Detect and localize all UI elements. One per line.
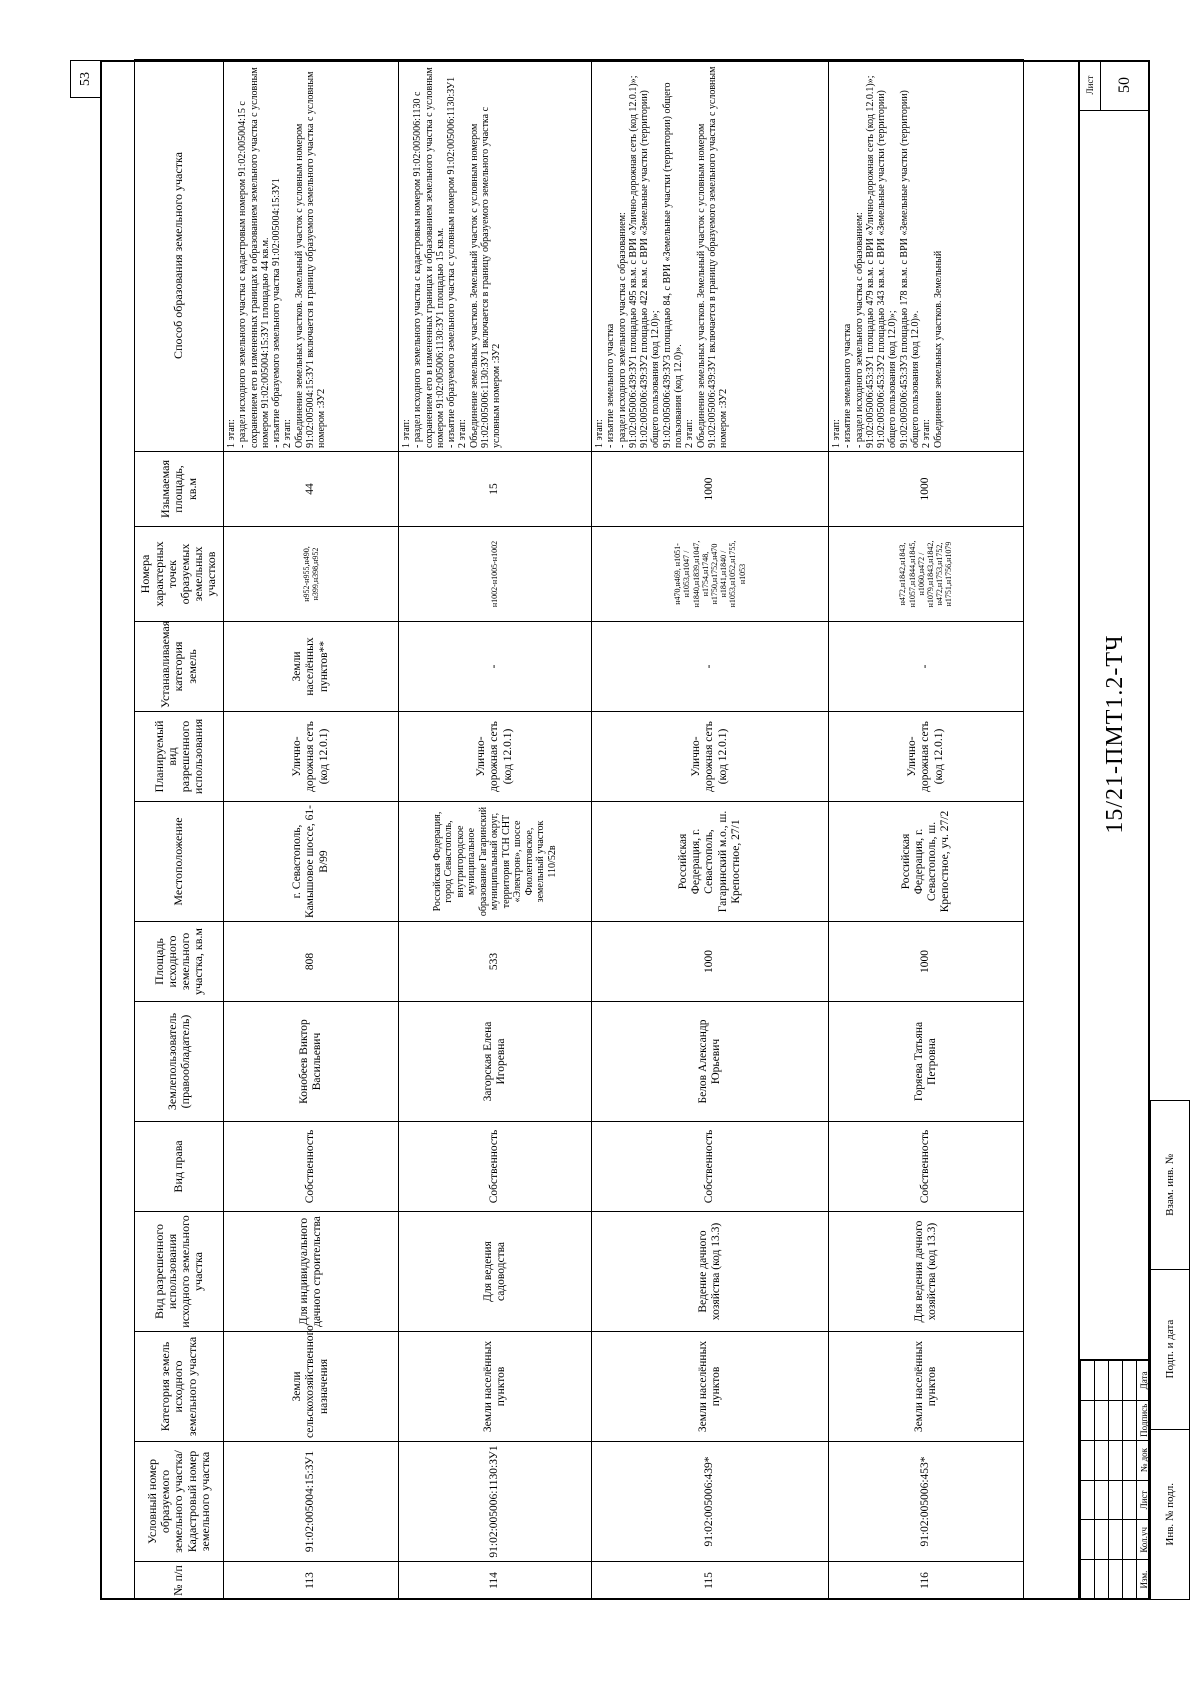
- cell-category: Земли сельскохозяйственного назначения: [224, 1332, 399, 1442]
- cell-seized: 15: [399, 452, 592, 527]
- cell-planned: Улично-дорожная сеть (код 12.0.1): [829, 712, 1024, 802]
- cell-cond-num: 91:02:005006:453*: [829, 1442, 1024, 1562]
- cell-category: Земли населённых пунктов: [592, 1332, 829, 1442]
- cell-location: Российская Федерация, г. Севастополь, Гагаринский м.о., ш. Крепостное, 27/1: [592, 802, 829, 922]
- vzam-label: Взам. инв. №: [1151, 1101, 1190, 1270]
- cell-points: н952-н955,н490, н399,н398,н952: [224, 527, 399, 622]
- cell-owner: Белов Александр Юрьевич: [592, 1002, 829, 1122]
- header-vri: Вид разрешенного использования исходного земельного участка: [135, 1212, 224, 1332]
- cell-method: 1 этап: - раздел исходного земельного участка с кадастровым номером 91:02:005006:1130 с сохранением его в измененных границах и образованием земельного участка с условным номером 91:02:005006:1130:ЗУ1 площадью 15 кв.м. - изъятие образуемого земельного участка с условным номером 91:02:005006:1130:ЗУ1 2 этап: Объединение земельных участков. Земельный участок с условным номером 91:02:005006:1130:ЗУ1 включается в границу образуемого земельного участка с условным номером :ЗУ2: [399, 60, 592, 452]
- sheet-box: [1080, 60, 1150, 111]
- header-seized: Изымаемая площадь, кв.м: [135, 452, 224, 527]
- cell-vri: Для индивидуального дачного строительства: [224, 1212, 399, 1332]
- header-area: Площадь исходного земельного участка, кв.м: [135, 922, 224, 1002]
- revision-grid: [1080, 1360, 1151, 1600]
- cell-new-category: -: [399, 622, 592, 712]
- cell-owner: Загорская Елена Игоревна: [399, 1002, 592, 1122]
- cell-owner: Конобеев Виктор Васильевич: [224, 1002, 399, 1122]
- cell-points: н472,н1842,н1843, н1057,н1844,н1845, н1060,н472 / н1079,н1843,н1842, н472,н1753,н1752, н1751,н1756,н1079: [829, 527, 1024, 622]
- cell-category: Земли населённых пунктов: [829, 1332, 1024, 1442]
- cell-n: 116: [829, 1562, 1024, 1600]
- cell-cond-num: 91:02:005004:15:ЗУ1: [224, 1442, 399, 1562]
- cell-planned: Улично-дорожная сеть (код 12.0.1): [399, 712, 592, 802]
- page-number: 53: [70, 60, 100, 98]
- cell-points: н470,н469, н1051-н1053,н1047 / н1840,н1839,н1047, н1754,н1748, н1750,н1752,н470 н1841,н1840 / н1053,н1052,н1755, н1053: [592, 527, 829, 622]
- cell-category: Земли населённых пунктов: [399, 1332, 592, 1442]
- cell-location: г. Севастополь, Камышовое шоссе, 61-В/99: [224, 802, 399, 922]
- cell-seized: 44: [224, 452, 399, 527]
- title-block: [1078, 60, 1150, 1600]
- inv-label: Инв. № подл.: [1151, 1429, 1190, 1599]
- header-category: Категория земель исходного земельного участка: [135, 1332, 224, 1442]
- cell-cond-num: 91:02:005006:439*: [592, 1442, 829, 1562]
- cell-points: н1002-н1005-н1002: [399, 527, 592, 622]
- header-owner: Землепользователь (правообладатель): [135, 1002, 224, 1122]
- cell-vri: Ведение дачного хозяйства (код 13.3): [592, 1212, 829, 1332]
- header-cond-num: Условный номер образуемого земельного участка/ Кадастровый номер земельного участка: [135, 1442, 224, 1562]
- cell-vri: Для ведения садоводства: [399, 1212, 592, 1332]
- cell-right: Собственность: [399, 1122, 592, 1212]
- col-izm-label: Изм.: [1137, 1560, 1151, 1600]
- header-n: № п/п: [135, 1562, 224, 1600]
- cell-location: Российская Федерация, город Севастополь, внутригородское муниципальное образование Гагаринский муниципальный округ, территория ТСН СНТ «Электрон», шоссе Фиолентовское, земельный участок 110/52в: [399, 802, 592, 922]
- cell-area: 1000: [829, 922, 1024, 1002]
- table-row: [224, 60, 399, 1600]
- sheet-number: 50: [1116, 77, 1133, 93]
- col-list-label: Лист: [1137, 1480, 1151, 1520]
- cell-right: Собственность: [592, 1122, 829, 1212]
- cell-method: 1 этап: - раздел исходного земельного участка с кадастровым номером 91:02:005004:15 с сохранением его в измененных границах и образованием земельного участка с условным номером 91:02:005004:15:ЗУ1 площадью 44 кв.м. - изъятие образуемого земельного участка 91:02:005004:15:ЗУ1 2 этап: Объединение земельных участков. Земельный участок с условным номером 91:02:005004:15:ЗУ1 включается в границу образуемого земельного участка с условным номером :ЗУ2: [224, 60, 399, 452]
- header-right: Вид права: [135, 1122, 224, 1212]
- cell-seized: 1000: [592, 452, 829, 527]
- cell-owner: Горяева Татьяна Петровна: [829, 1002, 1024, 1122]
- cell-new-category: Земли населённых пунктов**: [224, 622, 399, 712]
- header-points: Номера характерных точек образуемых земельных участков: [135, 527, 224, 622]
- col-ndok-label: № док: [1137, 1440, 1151, 1480]
- cell-vri: Для ведения дачного хозяйства (код 13.3): [829, 1212, 1024, 1332]
- cell-new-category: -: [592, 622, 829, 712]
- land-plot-table: [134, 59, 1024, 1600]
- cell-n: 113: [224, 1562, 399, 1600]
- cell-method: 1 этап: - изъятие земельного участка - раздел исходного земельного участка с образованием: 91:02:005006:453:ЗУ1 площадью 479 кв.м. с ВРИ «Улично-дорожная сеть (код 12.0.1)»; 91:02:005006:453:ЗУ2 площадью 343 кв.м. с ВРИ «Земельные участки (территории) общего пользования (код 12.0)»; 91:02:005006:453:ЗУ3 площадью 178 кв.м. с ВРИ «Земельные участки (территории) общего пользования (код 12.0)». 2 этап: Объединение земельных участков. Земельный: [829, 60, 1024, 452]
- col-data-label: Дата: [1137, 1361, 1151, 1401]
- cell-right: Собственность: [224, 1122, 399, 1212]
- cell-n: 115: [592, 1562, 829, 1600]
- header-planned: Планируемый вид разрешенного использования: [135, 712, 224, 802]
- cell-planned: Улично-дорожная сеть (код 12.0.1): [224, 712, 399, 802]
- table-row: [592, 60, 829, 1600]
- cell-cond-num: 91:02:005006:1130:ЗУ1: [399, 1442, 592, 1562]
- col-koluch-label: Кол.уч: [1137, 1520, 1151, 1560]
- header-location: Местоположение: [135, 802, 224, 922]
- cell-seized: 1000: [829, 452, 1024, 527]
- col-podp-label: Подпись: [1137, 1400, 1151, 1440]
- cell-planned: Улично-дорожная сеть (код 12.0.1): [592, 712, 829, 802]
- cell-location: Российская Федерация, г. Севастополь, ш. Крепостное, уч. 27/2: [829, 802, 1024, 922]
- side-stamp: [1150, 1100, 1190, 1600]
- cell-n: 114: [399, 1562, 592, 1600]
- header-row: [135, 60, 224, 1600]
- cell-new-category: -: [829, 622, 1024, 712]
- podp-label: Подп. и дата: [1151, 1269, 1190, 1429]
- rotated-page: [78, 60, 1176, 1600]
- header-method: Способ образования земельного участка: [135, 60, 224, 452]
- cell-right: Собственность: [829, 1122, 1024, 1212]
- table-row: [399, 60, 592, 1600]
- document-id: 15/21-ПМТ1.2-ТЧ: [1080, 109, 1150, 1360]
- table-row: [829, 60, 1024, 1600]
- cell-area: 1000: [592, 922, 829, 1002]
- cell-area: 808: [224, 922, 399, 1002]
- sheet-label: Лист: [1080, 60, 1101, 110]
- cell-method: 1 этап: - изъятие земельного участка - раздел исходного земельного участка с образованием: 91:02:005006:439:ЗУ1 площадью 495 кв.м. с ВРИ «Улично-дорожная сеть (код 12.0.1)»; 91:02:005006:439:ЗУ2 площадью 422 кв.м. с ВРИ «Земельные участки (территории) общего пользования (код 12.0)»; 91:02:005006:439:ЗУ3 площадью 84, с ВРИ «Земельные участки (территории) общего пользования (код 12.0)». 2 этап: Объединение земельных участков. Земельный участок с условным номером 91:02:005006:439:ЗУ1 включается в границу образуемого земельного участка с условным номером :ЗУ2: [592, 60, 829, 452]
- header-new-category: Устанавливаемая категория земель: [135, 622, 224, 712]
- cell-area: 533: [399, 922, 592, 1002]
